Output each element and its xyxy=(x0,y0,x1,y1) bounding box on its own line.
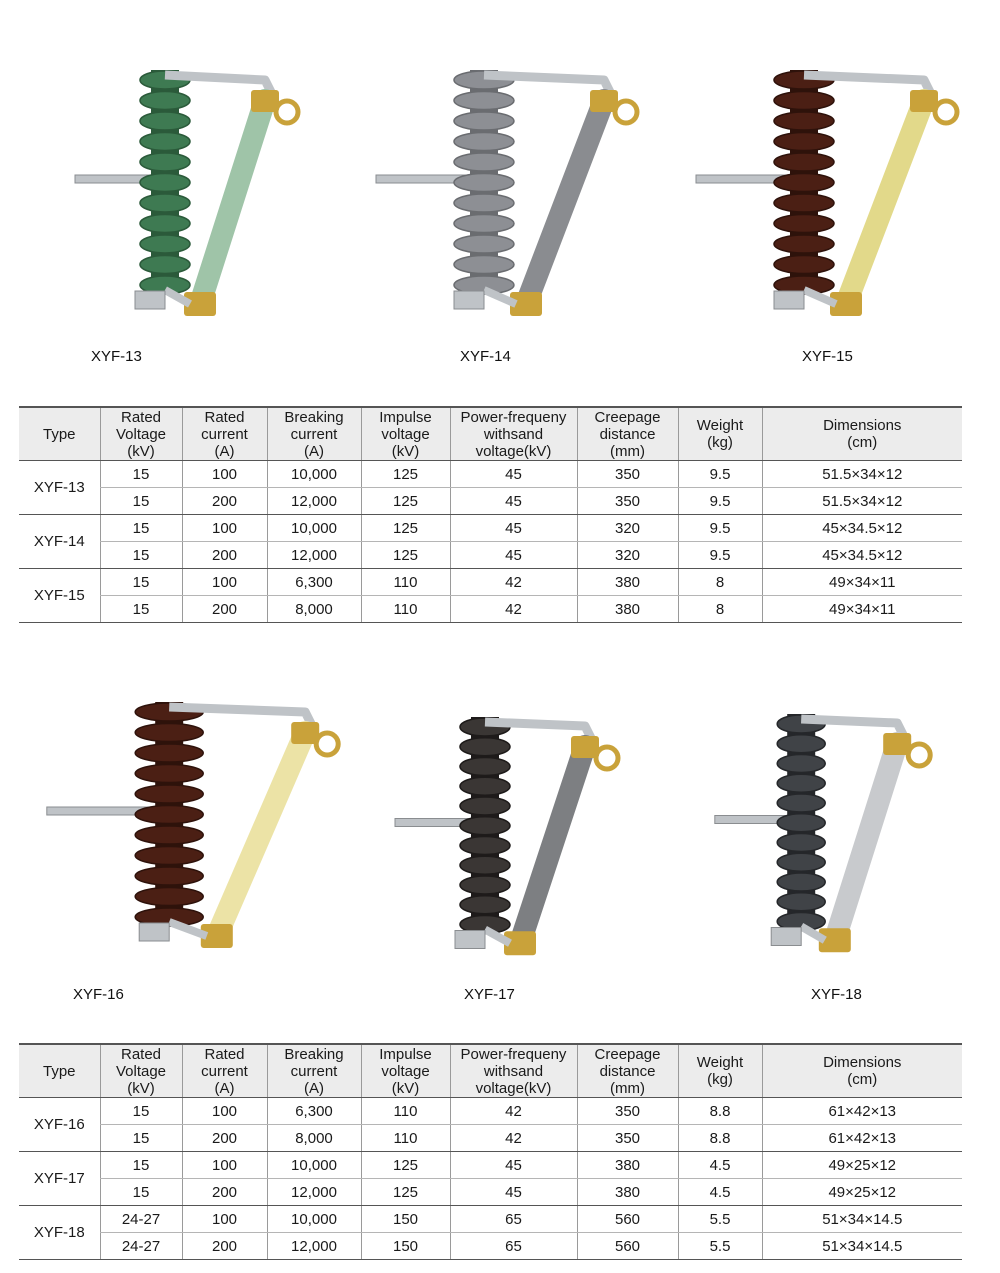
insulator-shed xyxy=(460,837,510,855)
table-cell: 15 xyxy=(100,1125,182,1152)
column-header: Breaking current (A) xyxy=(267,407,361,461)
insulator-shed xyxy=(774,92,834,110)
table-cell: 100 xyxy=(182,1206,267,1233)
product-caption: XYF-13 xyxy=(91,348,142,365)
table-row xyxy=(19,1098,962,1125)
table-cell: 125 xyxy=(361,461,450,488)
insulator-shed xyxy=(777,873,825,891)
table-cell: 350 xyxy=(577,1125,678,1152)
insulator-shed xyxy=(460,896,510,914)
fuse-tube xyxy=(835,743,897,940)
table-cell: 350 xyxy=(577,488,678,515)
table-cell: 5.5 xyxy=(678,1206,762,1233)
insulator-shed xyxy=(135,826,203,844)
table-cell: 15 xyxy=(100,515,182,542)
table-cell: 24-27 xyxy=(100,1233,182,1260)
table-cell: 15 xyxy=(100,461,182,488)
table-row xyxy=(19,1125,962,1152)
table-cell: 350 xyxy=(577,461,678,488)
table-cell: 5.5 xyxy=(678,1233,762,1260)
table-row xyxy=(19,488,962,515)
column-header: Impulse voltage (kV) xyxy=(361,1044,450,1098)
column-header: Rated current (A) xyxy=(182,407,267,461)
table-cell: 100 xyxy=(182,569,267,596)
insulator-shed xyxy=(777,814,825,832)
insulator-shed xyxy=(460,856,510,874)
insulator-shed xyxy=(454,174,514,192)
product-photo-xyf-18 xyxy=(710,685,950,975)
table-cell: 42 xyxy=(450,569,577,596)
column-header: Impulse voltage (kV) xyxy=(361,407,450,461)
insulator-shed xyxy=(777,834,825,852)
insulator-shed xyxy=(777,774,825,792)
insulator-shed xyxy=(774,153,834,171)
column-header: Rated Voltage (kV) xyxy=(100,1044,182,1098)
table-cell: 200 xyxy=(182,488,267,515)
table-cell: 42 xyxy=(450,1125,577,1152)
table-cell: 49×34×11 xyxy=(762,569,962,596)
table-cell: 8.8 xyxy=(678,1125,762,1152)
table-cell: 8,000 xyxy=(267,596,361,623)
insulator-shed xyxy=(777,755,825,773)
insulator-shed xyxy=(135,867,203,885)
table-cell: 125 xyxy=(361,488,450,515)
table-cell: 42 xyxy=(450,1098,577,1125)
column-header: Rated Voltage (kV) xyxy=(100,407,182,461)
column-header: Creepage distance (mm) xyxy=(577,1044,678,1098)
fuse-tube xyxy=(217,732,305,936)
column-header: Dimensions (cm) xyxy=(762,1044,962,1098)
table-cell: 12,000 xyxy=(267,542,361,569)
pull-ring xyxy=(908,744,930,766)
insulator-shed xyxy=(774,133,834,151)
table-cell: 200 xyxy=(182,1125,267,1152)
table-cell: 110 xyxy=(361,596,450,623)
table-cell: 125 xyxy=(361,1152,450,1179)
table-cell: 380 xyxy=(577,1179,678,1206)
table-cell: 51.5×34×12 xyxy=(762,461,962,488)
insulator-shed xyxy=(140,153,190,171)
insulator-shed xyxy=(454,112,514,130)
column-header: Type xyxy=(19,407,100,461)
product-caption: XYF-18 xyxy=(811,986,862,1003)
fuse-tube xyxy=(200,100,265,304)
insulator-shed xyxy=(140,174,190,192)
insulator-shed xyxy=(454,153,514,171)
table-cell: 125 xyxy=(361,542,450,569)
table-cell: 12,000 xyxy=(267,1179,361,1206)
table-cell: 100 xyxy=(182,1098,267,1125)
column-header: Power-frequeny withsand voltage(kV) xyxy=(450,1044,577,1098)
insulator-shed xyxy=(777,735,825,753)
table-cell: 200 xyxy=(182,542,267,569)
table-cell: 8 xyxy=(678,596,762,623)
table-cell: 15 xyxy=(100,569,182,596)
table-cell: 49×25×12 xyxy=(762,1179,962,1206)
table-cell: 200 xyxy=(182,1233,267,1260)
table-cell: 125 xyxy=(361,1179,450,1206)
table-cell: 6,300 xyxy=(267,569,361,596)
table-row xyxy=(19,1206,962,1233)
table-cell: 200 xyxy=(182,596,267,623)
table-row xyxy=(19,1179,962,1206)
table-cell: 45 xyxy=(450,542,577,569)
table-cell: 45 xyxy=(450,461,577,488)
table-cell: 49×34×11 xyxy=(762,596,962,623)
table-cell: 15 xyxy=(100,1179,182,1206)
insulator-shed xyxy=(140,235,190,253)
product-photo-xyf-15 xyxy=(690,40,990,340)
pull-ring xyxy=(316,733,338,755)
table-cell: 110 xyxy=(361,1098,450,1125)
product-photo-xyf-17 xyxy=(390,688,640,978)
lower-terminal xyxy=(771,928,801,946)
table-cell: 9.5 xyxy=(678,542,762,569)
table-cell: 110 xyxy=(361,569,450,596)
lower-terminal xyxy=(135,291,165,309)
table-cell: 45×34.5×12 xyxy=(762,542,962,569)
table-cell: 8.8 xyxy=(678,1098,762,1125)
table-cell: 320 xyxy=(577,542,678,569)
fuse-cutout-illustration xyxy=(70,40,320,340)
table-cell: 45 xyxy=(450,1152,577,1179)
insulator-shed xyxy=(135,785,203,803)
table-cell: 10,000 xyxy=(267,461,361,488)
table-cell: 49×25×12 xyxy=(762,1152,962,1179)
table-cell: 51×34×14.5 xyxy=(762,1206,962,1233)
column-header: Type xyxy=(19,1044,100,1098)
table-cell: 15 xyxy=(100,596,182,623)
table-cell: 65 xyxy=(450,1206,577,1233)
insulator-shed xyxy=(460,738,510,756)
insulator-shed xyxy=(135,744,203,762)
insulator-shed xyxy=(460,777,510,795)
table-cell: 42 xyxy=(450,596,577,623)
column-header: Weight (kg) xyxy=(678,407,762,461)
table-cell: 9.5 xyxy=(678,488,762,515)
table-cell: 61×42×13 xyxy=(762,1125,962,1152)
insulator-shed xyxy=(774,256,834,274)
table-cell: 15 xyxy=(100,1098,182,1125)
insulator-shed xyxy=(135,847,203,865)
table-cell: 150 xyxy=(361,1233,450,1260)
table-cell: 560 xyxy=(577,1206,678,1233)
table-cell: 15 xyxy=(100,488,182,515)
type-cell: XYF-14 xyxy=(19,515,100,569)
table-cell: 110 xyxy=(361,1125,450,1152)
fuse-cutout-illustration xyxy=(40,672,380,972)
table-cell: 9.5 xyxy=(678,461,762,488)
table-cell: 12,000 xyxy=(267,1233,361,1260)
insulator-shed xyxy=(460,876,510,894)
table-row xyxy=(19,1152,962,1179)
fuse-tube xyxy=(520,746,585,943)
insulator-shed xyxy=(777,794,825,812)
spec-table-bottom xyxy=(19,1043,962,1260)
table-cell: 10,000 xyxy=(267,515,361,542)
fuse-cutout-illustration xyxy=(370,40,670,340)
type-cell: XYF-13 xyxy=(19,461,100,515)
table-cell: 380 xyxy=(577,569,678,596)
insulator-shed xyxy=(460,817,510,835)
product-caption: XYF-16 xyxy=(73,986,124,1003)
insulator-shed xyxy=(135,888,203,906)
table-row xyxy=(19,542,962,569)
insulator-shed xyxy=(454,215,514,233)
product-caption: XYF-15 xyxy=(802,348,853,365)
insulator-shed xyxy=(460,797,510,815)
table-cell: 51×34×14.5 xyxy=(762,1233,962,1260)
table-row xyxy=(19,515,962,542)
table-cell: 15 xyxy=(100,542,182,569)
pull-ring xyxy=(276,101,298,123)
table-row xyxy=(19,596,962,623)
insulator-shed xyxy=(774,215,834,233)
product-photo-xyf-16 xyxy=(40,672,380,972)
column-header: Breaking current (A) xyxy=(267,1044,361,1098)
table-row xyxy=(19,461,962,488)
type-cell: XYF-17 xyxy=(19,1152,100,1206)
insulator-shed xyxy=(454,256,514,274)
table-cell: 200 xyxy=(182,1179,267,1206)
insulator-shed xyxy=(777,893,825,911)
type-cell: XYF-18 xyxy=(19,1206,100,1260)
table-header-row xyxy=(19,1044,962,1098)
table-cell: 6,300 xyxy=(267,1098,361,1125)
table-cell: 45 xyxy=(450,515,577,542)
insulator-shed xyxy=(140,194,190,212)
lower-terminal xyxy=(455,931,485,949)
column-header: Power-frequeny withsand voltage(kV) xyxy=(450,407,577,461)
product-photo-xyf-13 xyxy=(70,40,320,340)
column-header: Weight (kg) xyxy=(678,1044,762,1098)
table-cell: 45 xyxy=(450,1179,577,1206)
insulator-shed xyxy=(135,724,203,742)
type-cell: XYF-15 xyxy=(19,569,100,623)
insulator-shed xyxy=(454,235,514,253)
table-cell: 380 xyxy=(577,1152,678,1179)
insulator-shed xyxy=(140,112,190,130)
insulator-shed xyxy=(135,765,203,783)
product-photo-xyf-14 xyxy=(370,40,670,340)
insulator-shed xyxy=(454,194,514,212)
insulator-shed xyxy=(774,112,834,130)
table-cell: 24-27 xyxy=(100,1206,182,1233)
fuse-tube xyxy=(526,100,604,304)
column-header: Dimensions (cm) xyxy=(762,407,962,461)
fuse-cutout-illustration xyxy=(390,688,640,978)
insulator-shed xyxy=(777,853,825,871)
fuse-tube xyxy=(846,100,924,304)
table-cell: 560 xyxy=(577,1233,678,1260)
product-caption: XYF-17 xyxy=(464,986,515,1003)
insulator-shed xyxy=(774,174,834,192)
table-cell: 8,000 xyxy=(267,1125,361,1152)
insulator-shed xyxy=(774,235,834,253)
table-cell: 380 xyxy=(577,596,678,623)
type-cell: XYF-16 xyxy=(19,1098,100,1152)
insulator-shed xyxy=(774,194,834,212)
table-cell: 8 xyxy=(678,569,762,596)
lower-terminal xyxy=(454,291,484,309)
table-header-row xyxy=(19,407,962,461)
lower-terminal xyxy=(774,291,804,309)
table-cell: 12,000 xyxy=(267,488,361,515)
table-row xyxy=(19,1233,962,1260)
table-cell: 45×34.5×12 xyxy=(762,515,962,542)
table-cell: 4.5 xyxy=(678,1152,762,1179)
insulator-shed xyxy=(454,133,514,151)
table-cell: 10,000 xyxy=(267,1206,361,1233)
lower-terminal xyxy=(139,923,169,941)
table-cell: 100 xyxy=(182,1152,267,1179)
table-cell: 100 xyxy=(182,515,267,542)
insulator-shed xyxy=(454,92,514,110)
table-cell: 51.5×34×12 xyxy=(762,488,962,515)
table-cell: 65 xyxy=(450,1233,577,1260)
table-cell: 100 xyxy=(182,461,267,488)
insulator-shed xyxy=(140,133,190,151)
table-cell: 125 xyxy=(361,515,450,542)
pull-ring xyxy=(935,101,957,123)
table-cell: 45 xyxy=(450,488,577,515)
column-header: Rated current (A) xyxy=(182,1044,267,1098)
table-cell: 320 xyxy=(577,515,678,542)
table-cell: 61×42×13 xyxy=(762,1098,962,1125)
fuse-cutout-illustration xyxy=(710,685,950,975)
table-cell: 350 xyxy=(577,1098,678,1125)
table-cell: 9.5 xyxy=(678,515,762,542)
pull-ring xyxy=(615,101,637,123)
table-cell: 15 xyxy=(100,1152,182,1179)
table-row xyxy=(19,569,962,596)
pull-ring xyxy=(596,747,618,769)
spec-table-top xyxy=(19,406,962,623)
insulator-shed xyxy=(140,92,190,110)
table-cell: 10,000 xyxy=(267,1152,361,1179)
table-cell: 150 xyxy=(361,1206,450,1233)
insulator-shed xyxy=(140,256,190,274)
table-cell: 4.5 xyxy=(678,1179,762,1206)
product-caption: XYF-14 xyxy=(460,348,511,365)
insulator-shed xyxy=(460,758,510,776)
fuse-cutout-illustration xyxy=(690,40,990,340)
insulator-shed xyxy=(135,806,203,824)
insulator-shed xyxy=(140,215,190,233)
column-header: Creepage distance (mm) xyxy=(577,407,678,461)
